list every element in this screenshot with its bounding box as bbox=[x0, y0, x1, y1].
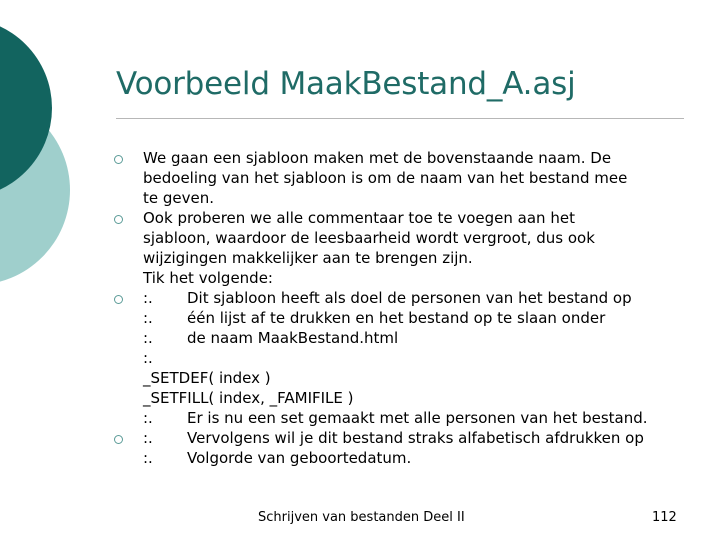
code-line: _SETFILL( index, _FAMIFILE ) bbox=[143, 389, 354, 407]
comment-line: :. Er is nu een set gemaakt met alle personen van het bestand. bbox=[143, 409, 648, 427]
comment-line: :. Vervolgens wil je dit bestand straks alfabetisch afdrukken op bbox=[143, 429, 644, 447]
bullet-icon bbox=[114, 435, 123, 444]
comment-line: :. de naam MaakBestand.html bbox=[143, 329, 399, 347]
body-line: Ook proberen we alle commentaar toe te voegen aan het bbox=[143, 209, 575, 227]
body-line: te geven. bbox=[143, 189, 215, 207]
bullet-icon bbox=[114, 215, 123, 224]
body-line: wijzigingen makkelijker aan te brengen zijn. bbox=[143, 249, 473, 267]
body-line: sjabloon, waardoor de leesbaarheid wordt vergroot, dus ook bbox=[143, 229, 595, 247]
decorative-circles bbox=[0, 0, 100, 340]
slide-footer: Schrijven van bestanden Deel II bbox=[258, 510, 465, 525]
comment-line: :. bbox=[143, 349, 153, 367]
slide-title: Voorbeeld MaakBestand_A.asj bbox=[116, 66, 576, 102]
bullet-icon bbox=[114, 295, 123, 304]
body-line: Tik het volgende: bbox=[143, 269, 273, 287]
comment-line: :. Dit sjabloon heeft als doel de personen van het bestand op bbox=[143, 289, 632, 307]
comment-line: :. één lijst af te drukken en het bestand op te slaan onder bbox=[143, 309, 606, 327]
code-line: _SETDEF( index ) bbox=[143, 369, 271, 387]
bullet-icon bbox=[114, 155, 123, 164]
page-number: 112 bbox=[652, 510, 677, 525]
body-line: bedoeling van het sjabloon is om de naam van het bestand mee bbox=[143, 169, 628, 187]
body-line: We gaan een sjabloon maken met de bovenstaande naam. De bbox=[143, 149, 612, 167]
title-divider bbox=[116, 118, 684, 119]
comment-line: :. Volgorde van geboortedatum. bbox=[143, 449, 412, 467]
